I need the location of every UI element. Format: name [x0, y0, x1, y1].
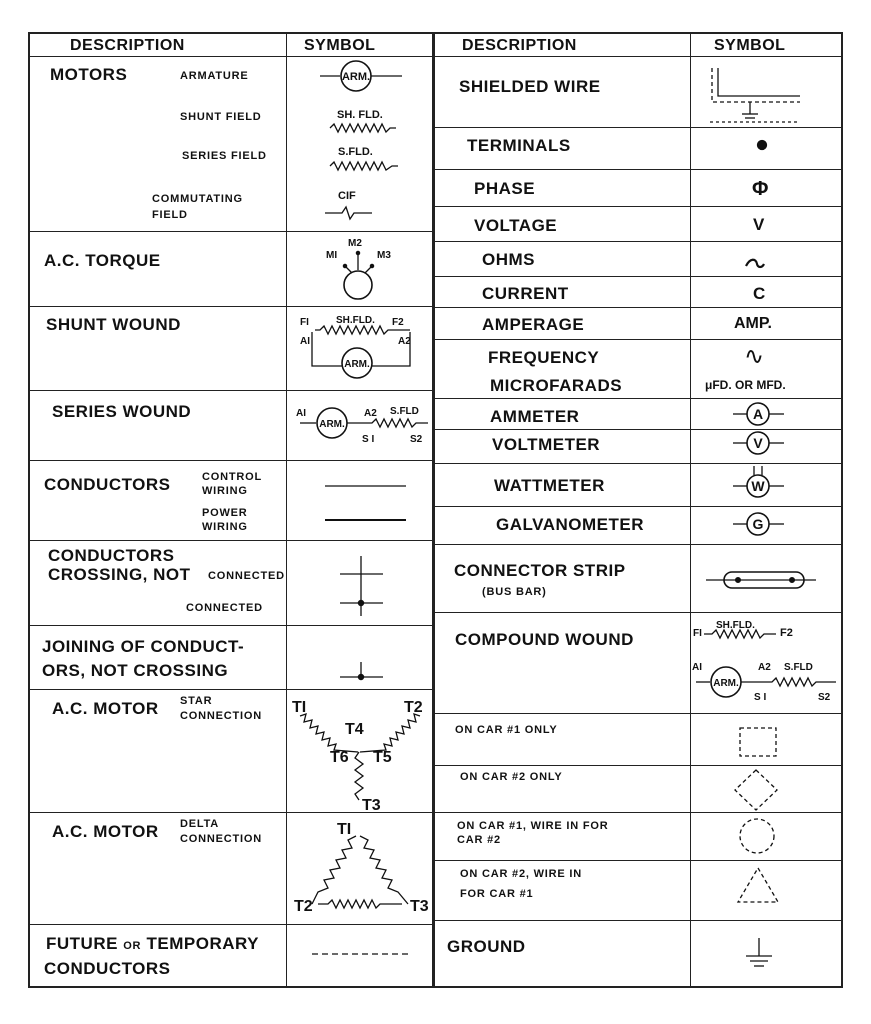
ac-torque-label: A.C. TORQUE: [44, 251, 161, 270]
shunt-field-label: SHUNT FIELD: [180, 111, 262, 123]
ohms-label: OHMS: [482, 250, 535, 269]
delta-t2: T2: [294, 898, 313, 915]
shunt-wound-label: SHUNT WOUND: [46, 315, 181, 334]
ac-delta-label: A.C. MOTOR: [52, 822, 159, 841]
cw-s2-text: S2: [818, 692, 831, 703]
cw-a1-text: AI: [692, 662, 702, 673]
future-word: FUTURE: [46, 934, 118, 953]
shielded-wire-label: SHIELDED WIRE: [459, 77, 601, 96]
crossing-connected-label: CONNECTED: [186, 602, 263, 614]
cw-s1-text: S I: [754, 692, 767, 703]
phase-symbol: Φ: [752, 178, 769, 200]
ser-s2-text: S2: [410, 434, 423, 445]
commutating-field-symbol: [325, 190, 372, 219]
joining-label-1: JOINING OF CONDUCT-: [42, 637, 245, 656]
car1-wire-label-2: CAR #2: [457, 834, 501, 846]
armature-label: ARMATURE: [180, 70, 249, 82]
shunt-field-symbol: [330, 109, 396, 132]
conductors-crossing-label: CONDUCTORS: [48, 546, 175, 565]
delta-t1: TI: [337, 821, 352, 838]
control-label: CONTROL: [202, 471, 262, 483]
connector-strip-symbol: [706, 572, 816, 588]
ser-a1-text: AI: [296, 408, 306, 419]
cf-text: CIF: [338, 190, 356, 202]
ac-star-sub-1: STAR: [180, 695, 213, 707]
ground-symbol: [746, 938, 772, 966]
star-t2: T2: [404, 699, 423, 716]
ac-delta-sub-2: CONNECTION: [180, 833, 262, 845]
ac-star-label: A.C. MOTOR: [52, 699, 159, 718]
star-connection-symbol: [292, 699, 423, 814]
sw-shfld-text: SH.FLD.: [336, 315, 375, 326]
header-symbol-right: SYMBOL: [714, 37, 786, 54]
frequency-label: FREQUENCY: [488, 348, 600, 367]
header-symbol-left: SYMBOL: [304, 37, 376, 54]
cw-a2-text: A2: [758, 662, 771, 673]
header-description-left: DESCRIPTION: [70, 37, 185, 54]
series-field-label: SERIES FIELD: [182, 150, 267, 162]
car2-wire-symbol: [738, 868, 778, 902]
armature-symbol: [320, 61, 402, 91]
galvanometer-label: GALVANOMETER: [496, 515, 644, 534]
sw-arm-text: ARM.: [344, 359, 370, 370]
car1-only-symbol: [740, 728, 776, 756]
car1-only-label: ON CAR #1 ONLY: [455, 724, 558, 736]
sw-a1-text: AI: [300, 336, 310, 347]
ser-arm-text: ARM.: [319, 419, 345, 430]
cw-f1-text: FI: [693, 628, 702, 639]
car1-wire-label-1: ON CAR #1, WIRE IN FOR: [457, 820, 609, 832]
microfarads-label: MICROFARADS: [490, 376, 623, 395]
ammeter-label: AMMETER: [490, 407, 580, 426]
arm-text: ARM.: [341, 71, 371, 83]
wattmeter-letter: W: [751, 478, 765, 494]
header-description-right: DESCRIPTION: [462, 37, 577, 54]
compound-wound-symbol: [692, 620, 836, 703]
cw-f2-text: F2: [780, 627, 793, 639]
car2-only-symbol: [735, 770, 777, 810]
voltmeter-label: VOLTMETER: [492, 435, 601, 454]
connector-strip-label: CONNECTOR STRIP: [454, 561, 626, 580]
compound-wound-label: COMPOUND WOUND: [455, 630, 634, 649]
current-label: CURRENT: [482, 284, 569, 303]
phase-label: PHASE: [474, 179, 536, 198]
joining-symbol: [340, 662, 383, 680]
crossing-not-connected-label: CONNECTED: [208, 570, 285, 582]
car2-only-label: ON CAR #2 ONLY: [460, 771, 563, 783]
crossing-connected-symbol: [340, 590, 383, 616]
crossing-not-label: CROSSING, NOT: [48, 565, 191, 584]
delta-t3: T3: [410, 898, 429, 915]
voltage-label: VOLTAGE: [474, 216, 558, 235]
star-t5: T5: [373, 749, 392, 766]
sw-f2-text: F2: [392, 317, 404, 328]
ser-a2-text: A2: [364, 408, 377, 419]
microfarads-symbol: μFD. OR MFD.: [705, 378, 786, 392]
terminal-symbol: [758, 141, 767, 150]
cw-shfld-text: SH.FLD.: [716, 620, 755, 631]
bus-bar-label: (BUS BAR): [482, 586, 547, 598]
sw-f1-text: FI: [300, 317, 309, 328]
car2-wire-label-1: ON CAR #2, WIRE IN: [460, 868, 582, 880]
terminals-label: TERMINALS: [467, 136, 571, 155]
conductors-label: CONDUCTORS: [44, 475, 171, 494]
shunt-wound-symbol: [300, 315, 411, 378]
series-wound-label: SERIES WOUND: [52, 402, 192, 421]
delta-connection-symbol: [294, 821, 429, 915]
wattmeter-label: WATTMETER: [494, 476, 605, 495]
voltage-symbol: V: [753, 215, 765, 234]
galvanometer-symbol: [733, 513, 784, 535]
voltmeter-symbol: [733, 432, 784, 454]
amperage-label: AMPERAGE: [482, 315, 585, 334]
commutating-field-label: FIELD: [152, 209, 188, 221]
wattmeter-symbol: [733, 466, 784, 497]
ammeter-symbol: [733, 403, 784, 425]
star-t3: T3: [362, 797, 381, 814]
frequency-symbol: ∿: [744, 343, 765, 370]
amperage-symbol: AMP.: [734, 315, 772, 332]
power-label: POWER: [202, 507, 248, 519]
cw-arm-text: ARM.: [713, 678, 739, 689]
ground-label: GROUND: [447, 937, 526, 956]
future-or: OR: [123, 940, 142, 952]
ac-delta-sub-1: DELTA: [180, 818, 220, 830]
series-field-symbol: [330, 146, 398, 170]
ser-s1-text: S I: [362, 434, 375, 445]
ac-torque-symbol: [326, 238, 391, 299]
star-t4: T4: [345, 721, 364, 738]
galvanometer-letter: G: [752, 516, 764, 532]
car2-wire-label-2: FOR CAR #1: [460, 888, 534, 900]
ser-sfld-text: S.FLD: [390, 406, 419, 417]
star-t6: T6: [330, 749, 349, 766]
shielded-wire-symbol: [710, 68, 800, 122]
ohms-symbol: [746, 260, 764, 267]
sh-fld-text: SH. FLD.: [337, 109, 383, 121]
sw-a2-text: A2: [398, 336, 411, 347]
series-wound-symbol: [296, 406, 428, 445]
m3-text: M3: [377, 250, 391, 261]
current-symbol: C: [753, 284, 766, 303]
car1-wire-symbol: [740, 819, 774, 853]
future-temporary: TEMPORARY: [146, 934, 260, 953]
m1-text: MI: [326, 250, 338, 261]
ammeter-letter: A: [752, 406, 764, 422]
future-label-2: CONDUCTORS: [44, 959, 171, 978]
star-t1: TI: [292, 699, 307, 716]
crossing-not-connected-symbol: [340, 556, 383, 590]
m2-text: M2: [348, 238, 362, 249]
commutating-label: COMMUTATING: [152, 193, 243, 205]
cw-sfld-text: S.FLD: [784, 662, 813, 673]
joining-label-2: ORS, NOT CROSSING: [42, 661, 229, 680]
ac-star-sub-2: CONNECTION: [180, 710, 262, 722]
power-wiring-label: WIRING: [202, 521, 248, 533]
motors-label: MOTORS: [50, 65, 128, 84]
s-fld-text: S.FLD.: [338, 146, 373, 158]
voltmeter-letter: V: [753, 435, 763, 451]
control-wiring-label: WIRING: [202, 485, 248, 497]
